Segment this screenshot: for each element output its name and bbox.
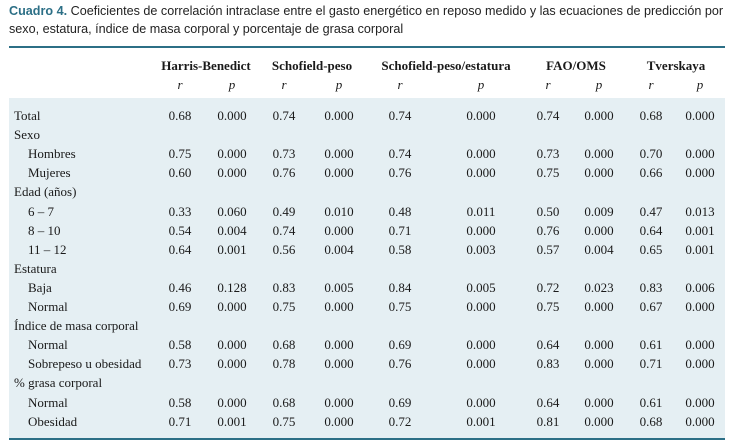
- table-cell: 0.009: [584, 204, 614, 219]
- table-cell: 0.71: [639, 356, 663, 371]
- table-header: [9, 48, 725, 98]
- table-cell: 0.000: [685, 356, 715, 371]
- row-label: 8 – 10: [28, 223, 61, 238]
- table-cell: 0.68: [168, 108, 192, 123]
- column-subheader: p: [335, 77, 343, 92]
- table-cell: 0.000: [685, 395, 715, 410]
- table-cell: 0.75: [272, 414, 296, 429]
- table-cell: 0.61: [639, 337, 663, 352]
- table-cell: 0.001: [685, 223, 715, 238]
- table-cell: 0.70: [639, 146, 663, 161]
- column-header: Schofield-peso: [271, 58, 353, 73]
- table-cell: 0.003: [466, 242, 496, 257]
- table-cell: 0.49: [272, 204, 296, 219]
- table-cell: 0.56: [272, 242, 296, 257]
- table-cell: 0.68: [272, 337, 296, 352]
- row-label: Edad (años): [14, 184, 77, 199]
- row-label: Total: [14, 108, 41, 123]
- table-cell: 0.50: [536, 204, 560, 219]
- row-label: Hombres: [28, 146, 76, 161]
- bottom-rule: [9, 438, 725, 440]
- table-cell: 0.000: [324, 165, 354, 180]
- column-subheader: p: [595, 77, 603, 92]
- table-cell: 0.000: [685, 414, 715, 429]
- table-cell: 0.74: [388, 108, 412, 123]
- table-cell: 0.013: [685, 204, 715, 219]
- table-cell: 0.73: [272, 146, 296, 161]
- table-cell: 0.000: [584, 108, 614, 123]
- table-cell: 0.54: [168, 223, 192, 238]
- row-label: Baja: [28, 280, 52, 295]
- table-cell: 0.73: [168, 356, 192, 371]
- table-cell: 0.000: [217, 395, 247, 410]
- table-cell: 0.000: [324, 299, 354, 314]
- table-cell: 0.001: [466, 414, 496, 429]
- table-cell: 0.71: [168, 414, 192, 429]
- row-label: Mujeres: [28, 165, 71, 180]
- column-subheader: r: [177, 77, 183, 92]
- table-cell: 0.000: [685, 108, 715, 123]
- column-subheader: r: [648, 77, 654, 92]
- table-cell: 0.000: [466, 146, 496, 161]
- column-header: Tverskaya: [646, 58, 706, 73]
- table-cell: 0.004: [584, 242, 614, 257]
- table-cell: 0.000: [584, 299, 614, 314]
- table-cell: 0.68: [272, 395, 296, 410]
- table-cell: 0.000: [324, 223, 354, 238]
- table-cell: 0.58: [168, 337, 192, 352]
- table-cell: 0.000: [584, 146, 614, 161]
- table-cell: 0.64: [536, 337, 560, 352]
- table-cell: 0.004: [324, 242, 354, 257]
- table-cell: 0.000: [584, 223, 614, 238]
- table-cell: 0.58: [168, 395, 192, 410]
- row-label: Normal: [28, 395, 68, 410]
- table-cell: 0.67: [639, 299, 663, 314]
- table-cell: 0.000: [685, 146, 715, 161]
- table-cell: 0.004: [217, 223, 247, 238]
- table-caption: [9, 3, 725, 38]
- table-cell: 0.000: [584, 165, 614, 180]
- column-header: Schofield-peso/estatura: [381, 58, 511, 73]
- table-cell: 0.73: [536, 146, 560, 161]
- column-header: FAO/OMS: [546, 58, 606, 73]
- table-cell: 0.023: [584, 280, 614, 295]
- table-cell: 0.000: [324, 356, 354, 371]
- row-label: Índice de masa corporal: [14, 318, 139, 333]
- table-cell: 0.60: [168, 165, 192, 180]
- table-cell: 0.001: [217, 414, 247, 429]
- table-cell: 0.74: [272, 223, 296, 238]
- table-cell: 0.005: [466, 280, 496, 295]
- table-cell: 0.000: [324, 414, 354, 429]
- column-subheader: r: [397, 77, 403, 92]
- table-cell: 0.000: [466, 108, 496, 123]
- caption-text: Coeficientes de correlación intraclase entre el gasto energético en reposo medido y las ecuaciones de predicción por sexo, estatura, índice de masa corporal y porcentaje de grasa corporal: [9, 4, 724, 36]
- row-label: Sobrepeso u obesidad: [28, 356, 142, 371]
- column-subheader: p: [228, 77, 236, 92]
- table-cell: 0.006: [685, 280, 715, 295]
- row-label: % grasa corporal: [14, 375, 103, 390]
- table-cell: 0.000: [685, 299, 715, 314]
- table-cell: 0.000: [466, 395, 496, 410]
- table-cell: 0.060: [217, 204, 247, 219]
- table-cell: 0.48: [388, 204, 412, 219]
- column-subheader: p: [696, 77, 704, 92]
- table-cell: 0.000: [466, 356, 496, 371]
- column-subheader: p: [477, 77, 485, 92]
- table-cell: 0.83: [639, 280, 663, 295]
- table-cell: 0.000: [466, 299, 496, 314]
- row-label: 6 – 7: [28, 204, 54, 219]
- table-cell: 0.68: [639, 108, 663, 123]
- table-cell: 0.000: [584, 414, 614, 429]
- table-cell: 0.000: [324, 395, 354, 410]
- table-cell: 0.74: [388, 146, 412, 161]
- table-cell: 0.72: [388, 414, 412, 429]
- table-cell: 0.000: [685, 165, 715, 180]
- table-cell: 0.000: [466, 223, 496, 238]
- table-cell: 0.68: [639, 414, 663, 429]
- table-cell: 0.69: [168, 299, 192, 314]
- table-cell: 0.000: [217, 108, 247, 123]
- row-label: Obesidad: [28, 414, 78, 429]
- table-cell: 0.74: [272, 108, 296, 123]
- table-cell: 0.58: [388, 242, 412, 257]
- table-cell: 0.46: [168, 280, 192, 295]
- column-subheader: r: [281, 77, 287, 92]
- table-cell: 0.000: [584, 395, 614, 410]
- table-cell: 0.64: [639, 223, 663, 238]
- table-cell: 0.000: [324, 108, 354, 123]
- table-cell: 0.74: [536, 108, 560, 123]
- column-subheader: r: [545, 77, 551, 92]
- table-cell: 0.76: [536, 223, 560, 238]
- row-label: Estatura: [14, 261, 57, 276]
- table-cell: 0.81: [536, 414, 560, 429]
- table-cell: 0.75: [536, 165, 560, 180]
- table-cell: 0.66: [639, 165, 663, 180]
- table-cell: 0.75: [388, 299, 412, 314]
- table-cell: 0.000: [466, 337, 496, 352]
- row-label: Normal: [28, 299, 68, 314]
- table-cell: 0.84: [388, 280, 412, 295]
- table-cell: 0.005: [324, 280, 354, 295]
- table-cell: 0.64: [168, 242, 192, 257]
- table-cell: 0.69: [388, 395, 412, 410]
- table-cell: 0.75: [536, 299, 560, 314]
- table-cell: 0.47: [639, 204, 663, 219]
- table-cell: 0.001: [685, 242, 715, 257]
- column-header: Harris-Benedict: [161, 58, 251, 73]
- table-cell: 0.65: [639, 242, 663, 257]
- caption-label: Cuadro 4.: [9, 4, 68, 18]
- table-body: [9, 98, 725, 438]
- table-cell: 0.000: [324, 337, 354, 352]
- table-cell: 0.011: [466, 204, 496, 219]
- table-cell: 0.69: [388, 337, 412, 352]
- table-cell: 0.76: [388, 356, 412, 371]
- table-cell: 0.33: [168, 204, 192, 219]
- table-cell: 0.000: [217, 337, 247, 352]
- table-cell: 0.010: [324, 204, 354, 219]
- row-label: Normal: [28, 337, 68, 352]
- row-label: 11 – 12: [28, 242, 67, 257]
- table-cell: 0.000: [466, 165, 496, 180]
- table-cell: 0.000: [217, 356, 247, 371]
- table-cell: 0.64: [536, 395, 560, 410]
- table-cell: 0.61: [639, 395, 663, 410]
- table-cell: 0.76: [272, 165, 296, 180]
- table-cell: 0.000: [584, 337, 614, 352]
- row-label: Sexo: [14, 127, 40, 142]
- table-cell: 0.128: [217, 280, 247, 295]
- table-cell: 0.001: [217, 242, 247, 257]
- table-cell: 0.000: [324, 146, 354, 161]
- table-cell: 0.000: [217, 146, 247, 161]
- table-cell: 0.000: [584, 356, 614, 371]
- table-cell: 0.75: [168, 146, 192, 161]
- table-cell: 0.83: [536, 356, 560, 371]
- table-cell: 0.000: [217, 165, 247, 180]
- table-cell: 0.78: [272, 356, 296, 371]
- table-cell: 0.000: [217, 299, 247, 314]
- table-cell: 0.83: [272, 280, 296, 295]
- table-cell: 0.000: [685, 337, 715, 352]
- table-cell: 0.72: [536, 280, 560, 295]
- table-cell: 0.71: [388, 223, 412, 238]
- table-cell: 0.76: [388, 165, 412, 180]
- table-cell: 0.57: [536, 242, 560, 257]
- table-cell: 0.75: [272, 299, 296, 314]
